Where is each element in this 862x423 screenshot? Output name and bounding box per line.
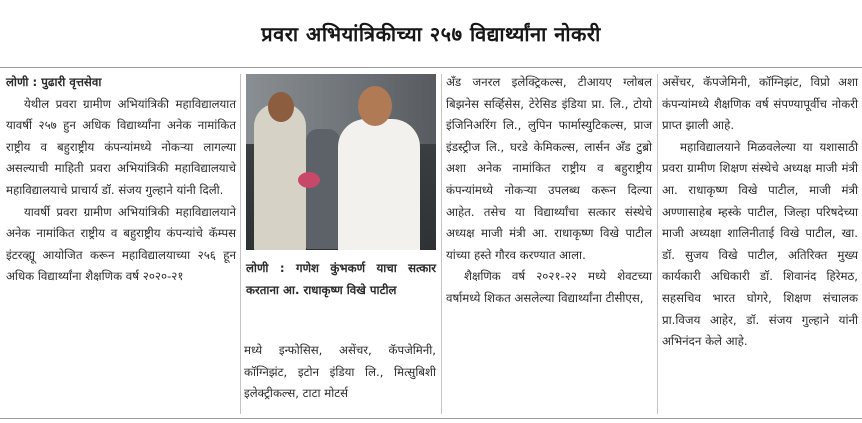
paragraph: अँड जनरल इलेक्ट्रिकल्स, टीआयए ग्लोबल बिझनेस सर्व्हिसेस, टेरेसिड इंडिया प्रा. लि., टोयो इंजिनिअरिंग लि., लुपिन फार्मास्युटिकल्स, प्राज इंडस्ट्रीज लि., घरडे केमिकल्स, लार्सन अँड टुब्रो अशा अनेक नामांकित राष्ट्रीय व बहुराष्ट्रीय कंपन्यांमध्ये नोकऱ्या उपलब्ध करून दिल्या आहेत. तसेच या विद्यार्थ्यांचा सत्कार संस्थेचे अध्यक्ष माजी मंत्री आ. राधाकृष्ण विखे पाटील यांच्या हस्ते गौरव करण्यात आला.: [446, 75, 652, 262]
article-column-4: [662, 72, 858, 353]
paragraph: यावर्षी प्रवरा ग्रामीण अभियांत्रिकी महाविद्यालयाने अनेक नामांकित राष्ट्रीय व बहुराष्ट्रीय कंपन्यांचे कॅम्पस इंटरव्ह्यू आयोजित करून महाविद्यालयाच्या २५६ हून अधिक विद्यार्थ्यांना शैक्षणिक वर्ष २०२०-२१: [6, 204, 236, 284]
column-divider: [240, 74, 241, 414]
bottom-rule: [0, 418, 862, 419]
photo-caption: लोणी : गणेश कुंभकर्ण याचा सत्कार करताना आ. राधाकृष्ण विखे पाटील: [246, 261, 436, 297]
article-column-1: [6, 72, 236, 288]
paragraph: मध्ये इन्फोसिस, असेंचर, कॅपजेमिनी, कॉग्निझंट, इटोन इंडिया लि., मित्सुबिशी इलेक्ट्रीकल्स, टाटा मोटर्स: [244, 343, 436, 401]
column-divider: [441, 74, 442, 414]
paragraph: महाविद्यालयाने मिळवलेल्या या यशासाठी प्रवरा ग्रामीण शिक्षण संस्थेचे अध्यक्ष माजी मंत्री आ. राधाकृष्ण विखे पाटील, माजी मंत्री अण्णासाहेब म्हस्के पाटील, जिल्हा परिषदेच्या माजी अध्यक्षा शालिनीताई विखे पाटील, खा. डॉ. सुजय विखे पाटील, अतिरिक्त मुख्य कार्यकारी अधिकारी डॉ. शिवानंद हिरेमठ, सहसचिव भारत घोगरे, शिक्षण संचालक प्रा.विजय आहेर, डॉ. संजय गुल्हाने यांनी अभिनंदन केले आहे.: [662, 139, 858, 349]
bouquet-icon: [298, 172, 320, 188]
article-column-3: [446, 72, 652, 310]
article-column-2: [244, 340, 436, 405]
column-divider: [657, 74, 658, 414]
article-photo: [246, 74, 436, 250]
headline: प्रवरा अभियांत्रिकीच्या २५७ विद्यार्थ्यांना नोकरी: [261, 21, 601, 46]
paragraph: येथील प्रवरा ग्रामीण अभियांत्रिकी महाविद्यालयात यावर्षी २५७ हुन अधिक विद्यार्थ्यांना अनेक नामांकित राष्ट्रीय व बहुराष्ट्रीय कंपन्यांमध्ये नोकऱ्या लागल्या असल्याची माहिती प्रवरा अभियांत्रिकी महाविद्यालयाचे महाविद्यालयाचे प्राचार्य डॉ. संजय गुल्हाने यांनी दिली.: [6, 96, 236, 197]
paragraph: शैक्षणिक वर्ष २०२१-२२ मध्ये शेवटच्या वर्षामध्ये शिकत असलेल्या विद्यार्थ्यांना टीसीएस,: [446, 269, 652, 305]
paragraph: असेंचर, कॅपजेमिनी, कॉग्निझंट, विप्रो अशा कंपन्यांमध्ये शैक्षणिक वर्ष संपण्यापूर्वीच नोकरी प्राप्त झाली आहे.: [662, 75, 858, 133]
top-rule: [0, 67, 862, 68]
dateline: लोणी : पुढारी वृत्तसेवा: [6, 75, 102, 89]
